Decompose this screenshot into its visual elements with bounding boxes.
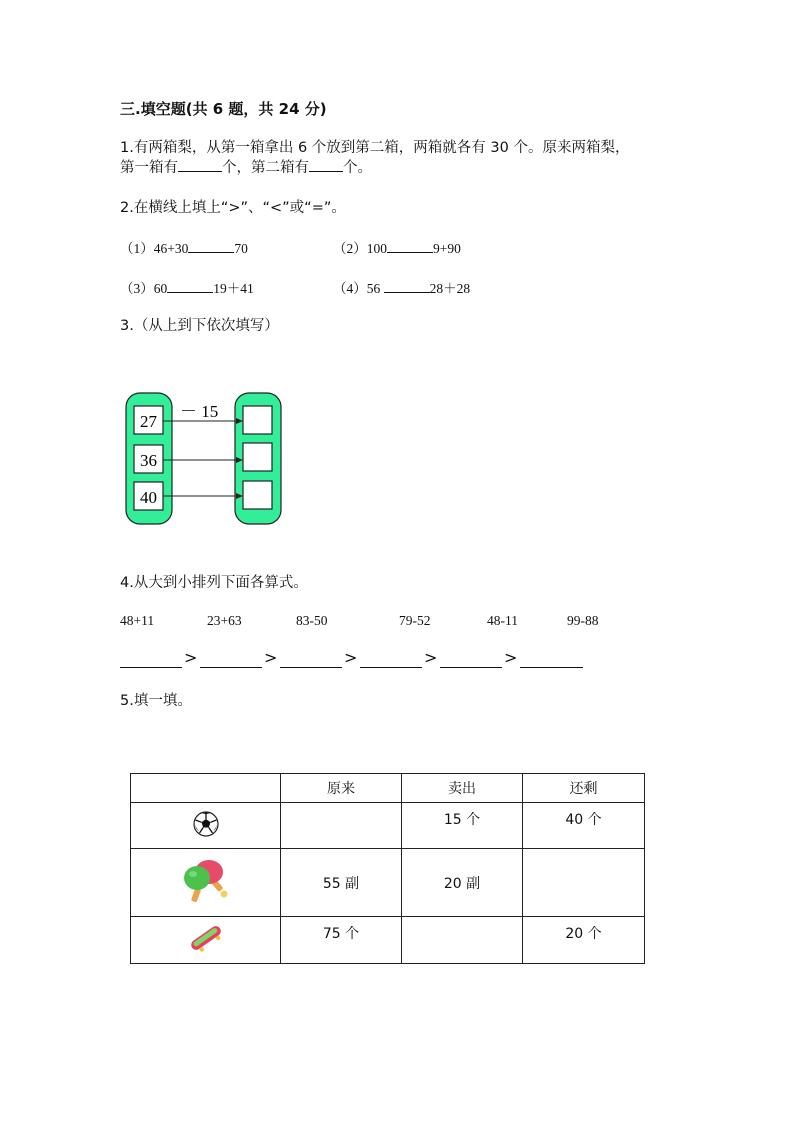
- q2-item-3-blank[interactable]: [167, 291, 213, 293]
- row3-left: 20 个: [523, 917, 645, 964]
- q1-line1: 1.有两箱梨，从第一箱拿出 6 个放到第二箱，两箱就各有 30 个。原来两箱梨，: [120, 140, 630, 156]
- q2-item-1-rhs: 70: [234, 241, 248, 256]
- q2-item-1: [120, 237, 248, 257]
- q2-prompt: 2.在横线上填上“>”、“<”或“=”。: [120, 200, 346, 216]
- q2-item-3: [120, 277, 254, 297]
- q4-expr-5: 48-11: [487, 613, 518, 628]
- q3-answer-box-1[interactable]: [243, 406, 272, 434]
- row2-left[interactable]: [523, 849, 645, 917]
- q2-item-4: [333, 277, 470, 297]
- q3-input-3: 40: [140, 488, 157, 507]
- q2-item-4-blank[interactable]: [384, 291, 430, 293]
- q3-operator: － 15: [180, 402, 219, 421]
- ping-pong-paddles-icon: [179, 858, 233, 904]
- skateboard-cell: [131, 917, 281, 964]
- table-row: [131, 917, 645, 964]
- row1-sold: 15 个: [402, 803, 523, 849]
- q4-blank-5[interactable]: [440, 667, 502, 668]
- q4-blank-6[interactable]: [520, 667, 583, 668]
- q1-blank-first[interactable]: [178, 170, 222, 172]
- skateboard-icon: [186, 922, 226, 954]
- q2-item-1-blank[interactable]: [188, 251, 234, 253]
- q4-prompt: 4.从大到小排列下面各算式。: [120, 575, 308, 591]
- table-row: [131, 803, 645, 849]
- q5-prompt: 5.填一填。: [120, 693, 192, 709]
- q2-item-3-label: （3）60: [120, 281, 168, 296]
- q4-gt-1: >: [184, 648, 198, 667]
- q4-blank-3[interactable]: [280, 667, 342, 668]
- q3-input-1: 27: [140, 412, 157, 431]
- q3-diagram: [120, 388, 290, 528]
- q1-line2: [120, 157, 372, 179]
- q4-expr-6: 99-88: [567, 613, 599, 628]
- header-sold: 卖出: [402, 774, 523, 803]
- q4-blank-4[interactable]: [360, 667, 422, 668]
- section-title: 三.填空题(共 6 题，共 24 分): [120, 100, 327, 118]
- q1-text-a: 第一箱有: [120, 160, 178, 176]
- q2-item-2-blank[interactable]: [387, 251, 433, 253]
- ping-pong-cell: [131, 849, 281, 917]
- header-cell-empty: [131, 774, 281, 803]
- q3-answer-box-2[interactable]: [243, 443, 272, 471]
- q4-expr-3: 83-50: [296, 613, 328, 628]
- row2-original: 55 副: [281, 849, 402, 917]
- header-original: 原来: [281, 774, 402, 803]
- row1-original[interactable]: [281, 803, 402, 849]
- row1-left: 40 个: [523, 803, 645, 849]
- table-header-row: [131, 774, 645, 803]
- q4-gt-4: >: [424, 648, 438, 667]
- q3-input-2: 36: [140, 451, 157, 470]
- q4-expr-2: 23+63: [207, 613, 242, 628]
- q1-blank-second[interactable]: [309, 170, 343, 172]
- q4-expr-1: 48+11: [120, 613, 155, 628]
- table-row: [131, 849, 645, 917]
- q2-item-2: [333, 237, 461, 257]
- q4-gt-3: >: [344, 648, 358, 667]
- q2-item-4-rhs: 28＋28: [429, 281, 471, 296]
- q4-expr-4: 79-52: [399, 613, 431, 628]
- q1-text-b: 个，第二箱有: [222, 160, 309, 176]
- q2-item-4-label: （4）56: [333, 281, 384, 296]
- q2-item-3-rhs: 19＋41: [213, 281, 254, 296]
- q5-table: [130, 773, 645, 964]
- header-left: 还剩: [523, 774, 645, 803]
- q3-prompt: 3.（从上到下依次填写）: [120, 318, 279, 334]
- q4-gt-5: >: [504, 648, 518, 667]
- q4-blank-2[interactable]: [200, 667, 262, 668]
- q1-text-c: 个。: [343, 160, 372, 176]
- row3-sold[interactable]: [402, 917, 523, 964]
- q2-item-1-label: （1）46+30: [120, 241, 189, 256]
- soccer-ball-cell: [131, 803, 281, 849]
- q4-blank-1[interactable]: [120, 667, 182, 668]
- q4-gt-2: >: [264, 648, 278, 667]
- q2-item-2-label: （2）100: [333, 241, 387, 256]
- row2-sold: 20 副: [402, 849, 523, 917]
- q2-item-2-rhs: 9+90: [433, 241, 461, 256]
- row3-original: 75 个: [281, 917, 402, 964]
- soccer-ball-icon: [192, 810, 220, 838]
- q3-answer-box-3[interactable]: [243, 481, 272, 509]
